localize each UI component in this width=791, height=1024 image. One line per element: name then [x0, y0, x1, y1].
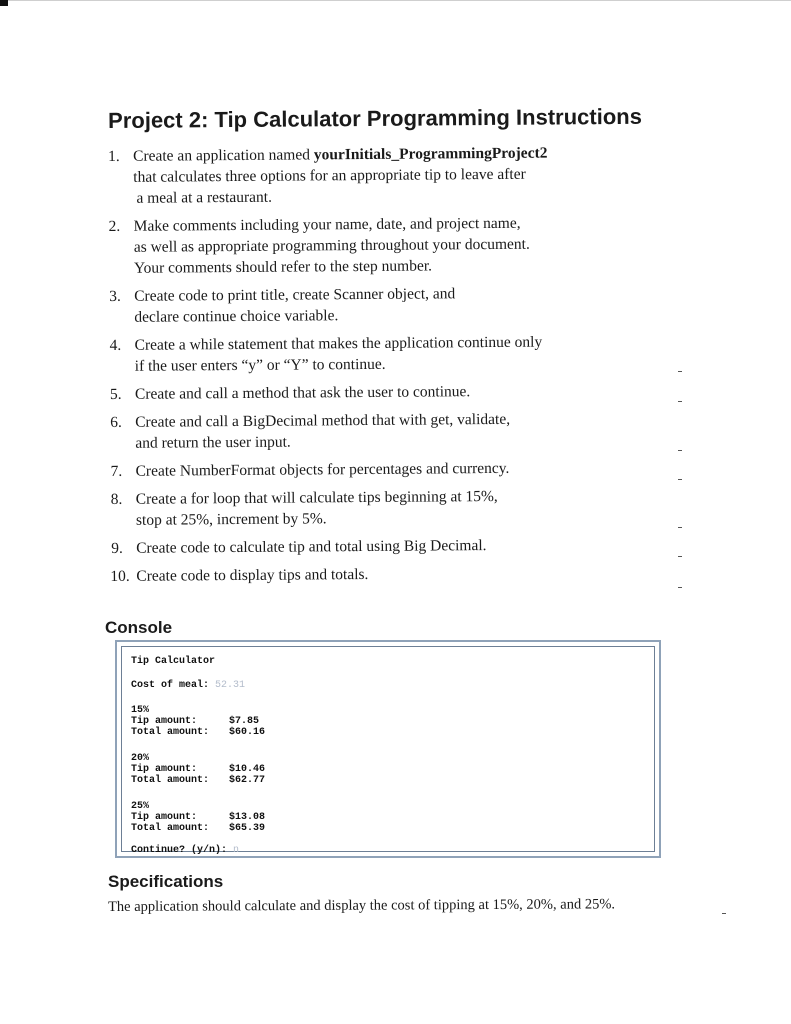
margin-tick	[678, 527, 682, 528]
cost-input: 52.31	[215, 680, 246, 691]
step-text: Create and call a method that ask the user to continue.	[134, 383, 471, 403]
step-text: as well as appropriate programming throughout your document.	[133, 235, 530, 256]
step-number: 1.	[108, 147, 120, 165]
scan-corner-mark	[0, 0, 8, 6]
console-continue-line	[131, 845, 239, 856]
page-title: Project 2: Tip Calculator Programming Instructions	[108, 103, 642, 133]
step-text: if the user enters “y” or “Y” to continue.	[134, 355, 386, 375]
step-text: Create an application named	[133, 146, 314, 165]
margin-tick	[678, 556, 682, 557]
margin-tick	[678, 371, 682, 372]
tip-label: Tip amount:	[131, 716, 198, 727]
total-line	[131, 823, 266, 834]
list-item	[111, 561, 691, 587]
step-text: Your comments should refer to the step number.	[133, 257, 433, 277]
list-item	[110, 456, 690, 482]
step-number: 3.	[109, 287, 121, 305]
step-number: 9.	[111, 539, 123, 557]
step-text: and return the user input.	[135, 433, 291, 452]
tip-line	[131, 764, 266, 775]
specifications-heading: Specifications	[108, 872, 224, 891]
total-value: $65.39	[229, 823, 266, 834]
margin-tick	[722, 913, 726, 914]
step-text: stop at 25%, increment by 5%.	[135, 510, 327, 529]
tip-value: $7.85	[229, 716, 260, 727]
console-output-box	[115, 640, 661, 858]
total-value: $60.16	[229, 727, 266, 738]
list-item	[109, 330, 689, 377]
list-item	[110, 407, 690, 454]
continue-label: Continue? (y/n):	[131, 845, 234, 856]
step-text: declare continue choice variable.	[134, 307, 339, 326]
instruction-list	[108, 141, 692, 594]
list-item	[111, 484, 691, 531]
console-cost-line	[131, 680, 245, 691]
step-text: Create a for loop that will calculate tips beginning at 15%,	[135, 487, 498, 508]
margin-tick	[678, 479, 682, 480]
tip-line	[131, 716, 260, 727]
margin-tick	[678, 587, 682, 588]
scan-top-edge	[8, 0, 791, 1]
step-number: 10.	[110, 567, 130, 585]
step-number: 5.	[109, 385, 122, 403]
tip-value: $10.46	[229, 764, 266, 775]
step-number: 4.	[109, 336, 122, 354]
step-number: 2.	[108, 217, 121, 235]
step-number: 8.	[110, 490, 123, 508]
list-item	[109, 211, 689, 279]
step-text: Create code to print title, create Scanner object, and	[134, 285, 456, 305]
list-item	[108, 141, 688, 209]
console-frame	[121, 646, 655, 856]
list-item	[111, 533, 691, 559]
total-label: Total amount:	[131, 775, 210, 786]
total-line	[131, 727, 266, 738]
total-label: Total amount:	[131, 727, 210, 738]
tip-label: Tip amount:	[131, 812, 198, 823]
tip-line	[131, 812, 266, 823]
continue-input: n	[233, 845, 240, 856]
total-label: Total amount:	[131, 823, 210, 834]
step-number: 7.	[110, 462, 123, 480]
list-item	[110, 379, 690, 405]
tip-value: $13.08	[229, 812, 266, 823]
step-text: Create and call a BigDecimal method that with get, validate,	[135, 410, 511, 431]
margin-tick	[678, 450, 682, 451]
cost-label: Cost of meal:	[131, 680, 216, 691]
percent-label: 25%	[131, 801, 150, 812]
total-value: $62.77	[229, 775, 266, 786]
console-heading: Console	[105, 618, 173, 637]
percent-label: 15%	[131, 705, 150, 716]
step-number: 6.	[110, 413, 122, 431]
total-line	[131, 775, 266, 786]
console-app-title: Tip Calculator	[131, 656, 216, 667]
project-name: yourInitials_ProgrammingProject2	[313, 144, 548, 164]
step-text: Create code to calculate tip and total using Big Decimal.	[136, 537, 487, 557]
percent-label: 20%	[131, 753, 150, 764]
margin-tick	[678, 401, 682, 402]
step-text: Create a while statement that makes the application continue only	[134, 333, 543, 354]
step-text: Create code to display tips and totals.	[136, 565, 369, 585]
step-text: Create NumberFormat objects for percentages and currency.	[135, 459, 510, 480]
list-item	[109, 281, 689, 328]
tip-label: Tip amount:	[131, 764, 198, 775]
step-text: that calculates three options for an appropriate tip to leave after	[133, 165, 526, 186]
step-text: a meal at a restaurant.	[136, 188, 273, 207]
specifications-text: The application should calculate and display the cost of tipping at 15%, 20%, and 25%.	[108, 896, 616, 915]
step-text: Make comments including your name, date, and project name,	[133, 214, 521, 235]
